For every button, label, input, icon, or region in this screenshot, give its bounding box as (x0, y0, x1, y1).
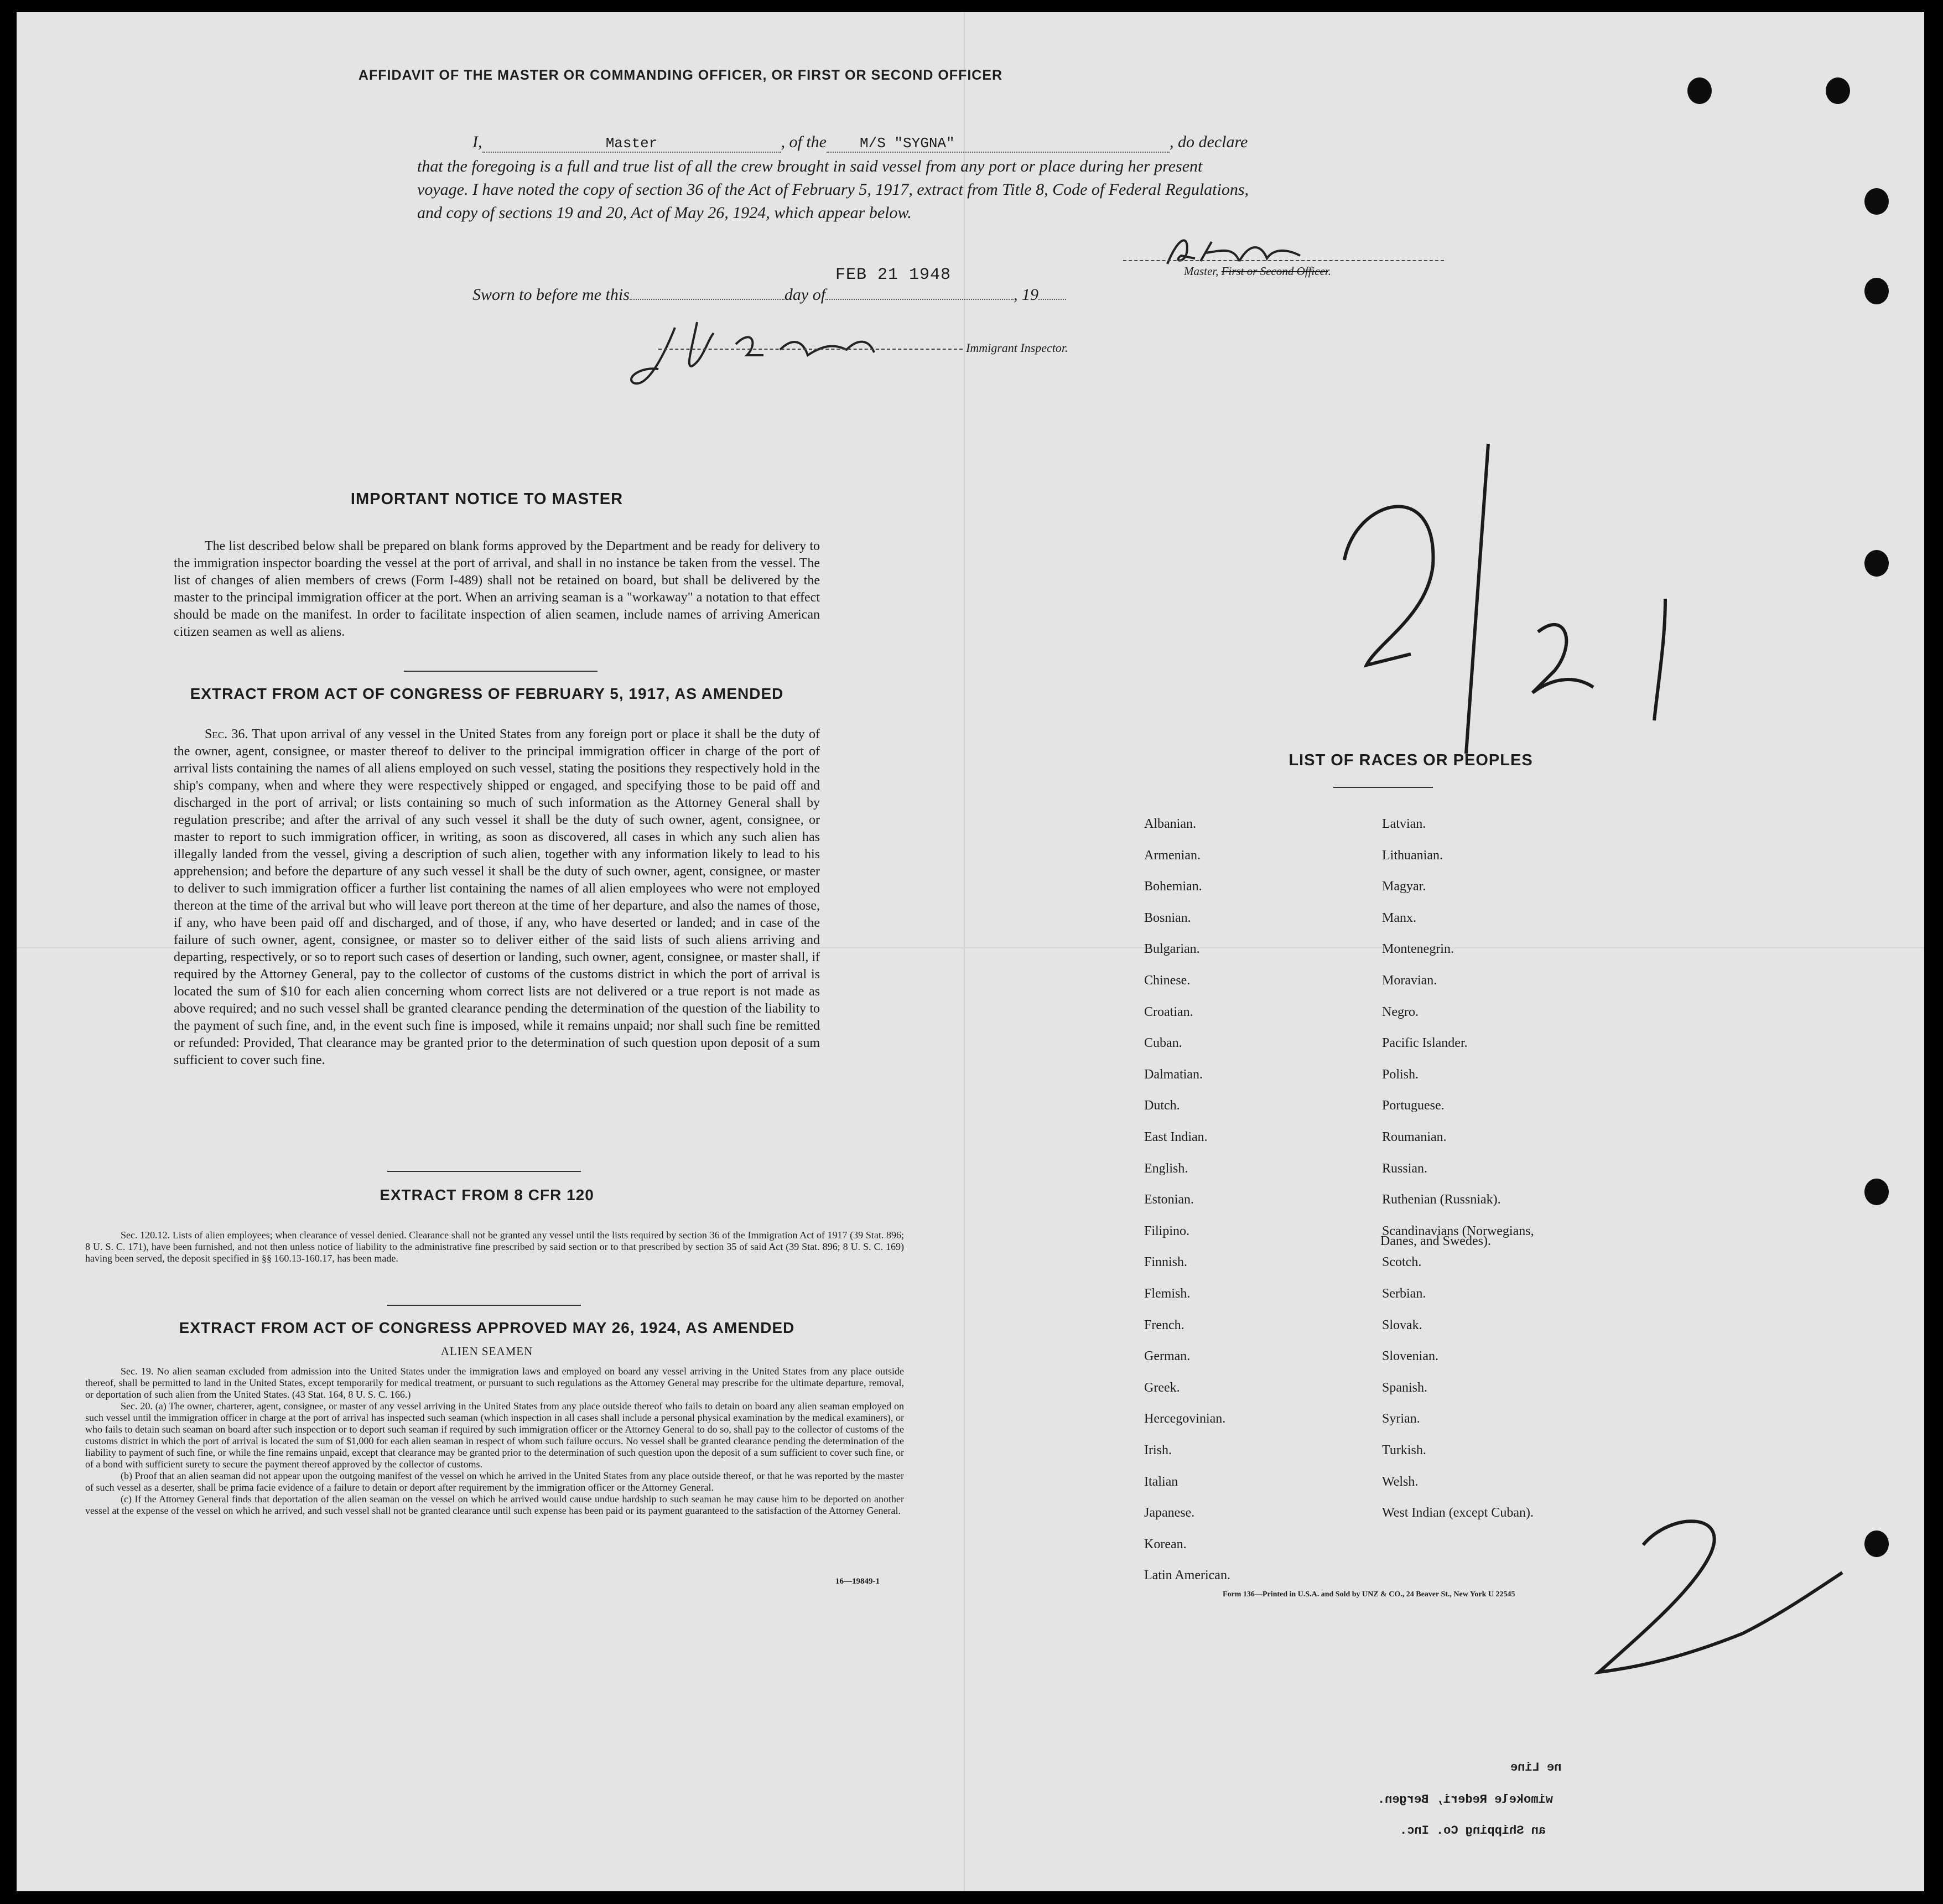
divider (1333, 787, 1433, 788)
inspector-signature (625, 305, 968, 400)
affidavit-body-1: that the foregoing is a full and true list of all the crew brought in said vessel from any port or place during her present (417, 157, 1203, 175)
race-item: Latin American. (1144, 1568, 1230, 1583)
section-20b-text: (b) Proof that an alien seaman did not appear upon the outgoing manifest of the vessel on which he arrived in the United States from any place outside thereof, or that he was reported by the master of such vessel as a deserter, shall be prima facie evidence of a failure to detain or deport after requirement by the immigration officer or the Attorney General. (85, 1470, 904, 1493)
race-item: Syrian. (1382, 1412, 1420, 1426)
race-item: Spanish. (1382, 1380, 1428, 1395)
affidavit-of-the: , of the (781, 133, 827, 151)
section-19-text: Sec. 19. No alien seaman excluded from admission into the United States under the immigration laws and employed on board any vessel arriving in the United States from any place outside thereof, shall be permitted to land in the United States, except temporarily for medical treatment, or pursuant to such regulations as the Attorney General may prescribe for the ultimate departure, removal, or deportation of such alien from the United States. (43 Stat. 164, 8 U. S. C. 166.) (85, 1366, 904, 1400)
inspector-signature-line (658, 349, 963, 350)
officer-struck: First or Second Officer (1221, 264, 1328, 278)
signature-line (1123, 260, 1444, 261)
signer-title: Master, First or Second Officer. (1184, 264, 1331, 278)
race-item: Turkish. (1382, 1443, 1426, 1457)
race-item: Montenegrin. (1382, 942, 1454, 957)
race-item: Bulgarian. (1144, 942, 1200, 957)
race-item: German. (1144, 1349, 1191, 1364)
divider (387, 1305, 581, 1306)
master-name-fill: Master (605, 135, 658, 152)
inspector-label: Immigrant Inspector. (966, 341, 1068, 355)
section-36-label: Sec. 36. (205, 727, 248, 741)
punch-hole (1864, 278, 1889, 304)
race-item: Pacific Islander. (1382, 1036, 1468, 1051)
race-item: Filipino. (1144, 1223, 1190, 1238)
notice-title: IMPORTANT NOTICE TO MASTER (350, 490, 624, 508)
bleed-through-2: wimokele Rederi, Bergen. (1378, 1793, 1553, 1807)
race-item: Roumanian. (1382, 1130, 1447, 1144)
race-item: English. (1144, 1161, 1188, 1176)
races-title: LIST OF RACES OR PEOPLES (1289, 751, 1533, 769)
affidavit-body-3: and copy of sections 19 and 20, Act of May 26, 1924, which appear below. (417, 204, 912, 222)
cfr-text: Sec. 120.12. Lists of alien employees; when clearance of vessel denied. Clearance shall not be granted any vessel until the lists required by section 36 of the Immigration Act of 1917 (39 Stat. 896; 8 U. S. C. 171), have been furnished, and not then unless notice of liability to the administrative fine prescribed by said section or to that prescribed by section 35 of said Act (39 Stat. 896; 8 U. S. C. 169) having been served, the deposit specified in §§ 160.13-160.17, has been made. (85, 1229, 904, 1264)
affidavit-i: I, (472, 133, 482, 151)
punch-hole (1864, 1179, 1889, 1205)
bleed-through-1: ne Line (1510, 1761, 1562, 1775)
race-item: Scandinavians (Norwegians, (1382, 1223, 1534, 1238)
divider (387, 1171, 581, 1172)
race-item: Korean. (1144, 1537, 1187, 1552)
punch-hole (1864, 1531, 1889, 1557)
race-item: French. (1144, 1317, 1184, 1332)
race-item: Flemish. (1144, 1286, 1191, 1301)
section-20c-text: (c) If the Attorney General finds that deportation of the alien seaman on the vessel on which he arrived would cause undue hardship to such seaman he may cause him to be deported on another vessel at the expense of the vessel on which he arrived, and such vessel shall not be granted clearance until such expense has been paid or its payment guaranteed to the satisfaction of the Attorney General. (85, 1493, 904, 1516)
race-item: Ruthenian (Russniak). (1382, 1192, 1501, 1207)
affidavit-body-2: voyage. I have noted the copy of section 36 of the Act of February 5, 1917, extract from Title 8, Code of Federal Regulations, (417, 180, 1249, 199)
race-item: Latvian. (1382, 817, 1426, 831)
race-item: Italian (1144, 1474, 1178, 1489)
extract-1917-title: EXTRACT FROM ACT OF CONGRESS OF FEBRUARY 5, 1917, AS AMENDED (190, 685, 784, 702)
extract-1924-body (85, 1366, 904, 1517)
punch-hole (1826, 77, 1850, 104)
race-item-scandinavians-cont: Danes, and Swedes). (1380, 1234, 1491, 1248)
race-item: Greek. (1144, 1380, 1180, 1395)
race-item: Hercegovinian. (1144, 1412, 1226, 1426)
section-36-text (174, 726, 820, 1069)
race-item: West Indian (except Cuban). (1382, 1506, 1534, 1521)
race-item: Estonian. (1144, 1192, 1194, 1207)
race-item: Moravian. (1382, 973, 1437, 988)
race-item: Japanese. (1144, 1506, 1195, 1521)
extract-1924-title: EXTRACT FROM ACT OF CONGRESS APPROVED MAY 26, 1924, AS AMENDED (179, 1319, 795, 1336)
sworn-line (472, 286, 1066, 304)
race-item: Polish. (1382, 1067, 1419, 1082)
affidavit-title: AFFIDAVIT OF THE MASTER OR COMMANDING OFFICER, OR FIRST OR SECOND OFFICER (358, 68, 1003, 83)
race-item: Armenian. (1144, 848, 1201, 863)
cfr-title: EXTRACT FROM 8 CFR 120 (380, 1186, 594, 1203)
affidavit-do-declare: , do declare (1170, 133, 1248, 151)
vessel-name-fill: M/S "SYGNA" (860, 135, 955, 152)
affidavit-line1 (472, 133, 1248, 153)
race-item: Russian. (1382, 1161, 1428, 1176)
race-item: Serbian. (1382, 1286, 1426, 1301)
race-item: Finnish. (1144, 1255, 1188, 1270)
punch-hole (1687, 77, 1712, 104)
section-36-body: That upon arrival of any vessel in the United States from any foreign port or place it shall be the duty of the owner, agent, consignee, or master thereof to deliver to the principal immigration officer in charge of the port of arrival lists containing the names of all aliens employed on such vessel, stating the positions they respectively hold in the ship's company, when and where they were respectively shipped or engaged, and specifying those to be paid off and discharged in the port of arrival; or lists containing so much of such information as the Attorney General shall by regulation prescribe; and after the arrival of any such vessel it shall be the duty of such owner, agent, consignee, or master to report to such immigration officer, in writing, as soon as discovered, all cases in which any such alien has illegally landed from the vessel, giving a description of such alien, together with any information likely to lead to his apprehension; and before the departure of any such vessel it shall be the duty of such owner, agent, consignee, or master to deliver to such immigration officer a further list containing the names of all alien employees who were not employed thereon at the time of the arrival but who will leave port thereon at the time of her departure, and also the names of those, if any, who have been paid off and discharged, and of those, if any, who have deserted or landed; and in case of the failure of such owner, agent, consignee, or master so to deliver either of the said lists of such aliens arriving and departing, respectively, or so to report such cases of desertion or landing, such owner, agent, consignee, or master shall, if required by the Attorney General, pay to the collector of customs of the customs district in which the port of arrival is located the sum of $10 for each alien concerning whom correct lists are not delivered or a true report is not made as above required; and no such vessel shall be granted clearance pending the determination of the question of the liability to the payment of such fine, and, in the event such fine is imposed, while it remains unpaid; nor shall such fine be remitted or refunded: Provided, That clearance may be granted prior to the determination of such question upon deposit of a sum sufficient to cover such fine. (174, 727, 820, 1067)
race-item: Portuguese. (1382, 1098, 1445, 1113)
form-footer: Form 136—Printed in U.S.A. and Sold by UNZ & CO., 24 Beaver St., New York U 22545 (1223, 1590, 1515, 1599)
master-label: Master, (1184, 264, 1219, 278)
document-page (17, 12, 1924, 1891)
handwritten-page-mark (1577, 1506, 1864, 1694)
day-of-label: day of (784, 286, 826, 304)
sworn-label: Sworn to before me this (472, 286, 630, 304)
divider (404, 671, 598, 672)
race-item: Dalmatian. (1144, 1067, 1203, 1082)
race-item: Slovenian. (1382, 1349, 1438, 1364)
race-item: Dutch. (1144, 1098, 1180, 1113)
form-code: 16—19849-1 (835, 1577, 880, 1586)
punch-hole (1864, 188, 1889, 215)
race-item: Negro. (1382, 1004, 1419, 1019)
race-item: Magyar. (1382, 879, 1426, 894)
bleed-through-3: an Shipping Co. Inc. (1400, 1824, 1546, 1838)
race-item: Chinese. (1144, 973, 1191, 988)
race-item: Manx. (1382, 910, 1416, 925)
race-item: Albanian. (1144, 817, 1196, 831)
section-20a-text: Sec. 20. (a) The owner, charterer, agent, consignee, or master of any vessel arriving in the United States from any place outside thereof who fails to detain on board any alien seaman employed on such vessel until the immigration officer in charge at the port of arrival has inspected such seaman (which inspection in all cases shall include a personal physical examination by the medical examiners), or who fails to detain such seaman on board after such inspection or to deport such seaman if required by such immigration officer or the Attorney General to do so, shall pay to the collector of customs of the customs district in which the port of arrival is located the sum of $1,000 for each alien seaman in respect of whom such failure occurs. No vessel shall be granted clearance pending the determination of the liability to payment of such fine, or while the fine remains unpaid, except that clearance may be granted prior to the determination of such question upon the deposit of a sum sufficient to cover such fine, or of a bond with sufficient surety to secure the payment thereof approved by the collector of customs. (85, 1400, 904, 1470)
year-prefix: , 19 (1014, 286, 1039, 304)
race-item: Welsh. (1382, 1474, 1419, 1489)
notice-text: The list described below shall be prepared on blank forms approved by the Department and be ready for delivery to the immigration inspector boarding the vessel at the port of arrival, and shall in no instance be taken from the vessel. The list of changes of alien members of crews (Form I-489) shall not be retained on board, but shall be delivered by the master to the principal immigration officer at the port. When an arriving seaman is a "workaway" a notation to that effect should be made on the manifest. In order to facilitate inspection of alien seamen, include names of arriving American citizen seamen as well as aliens. (174, 539, 820, 639)
race-item: East Indian. (1144, 1130, 1208, 1144)
race-item: Bohemian. (1144, 879, 1202, 894)
punch-hole (1864, 550, 1889, 577)
race-item: Cuban. (1144, 1036, 1182, 1051)
race-item: Scotch. (1382, 1255, 1422, 1270)
alien-seamen-subtitle: ALIEN SEAMEN (440, 1345, 533, 1358)
handwritten-date-mark (1333, 433, 1765, 770)
race-item: Bosnian. (1144, 910, 1191, 925)
race-item: Slovak. (1382, 1317, 1422, 1332)
race-item: Lithuanian. (1382, 848, 1443, 863)
race-item: Croatian. (1144, 1004, 1193, 1019)
race-item: Irish. (1144, 1443, 1172, 1457)
date-stamp: FEB 21 1948 (835, 266, 952, 284)
